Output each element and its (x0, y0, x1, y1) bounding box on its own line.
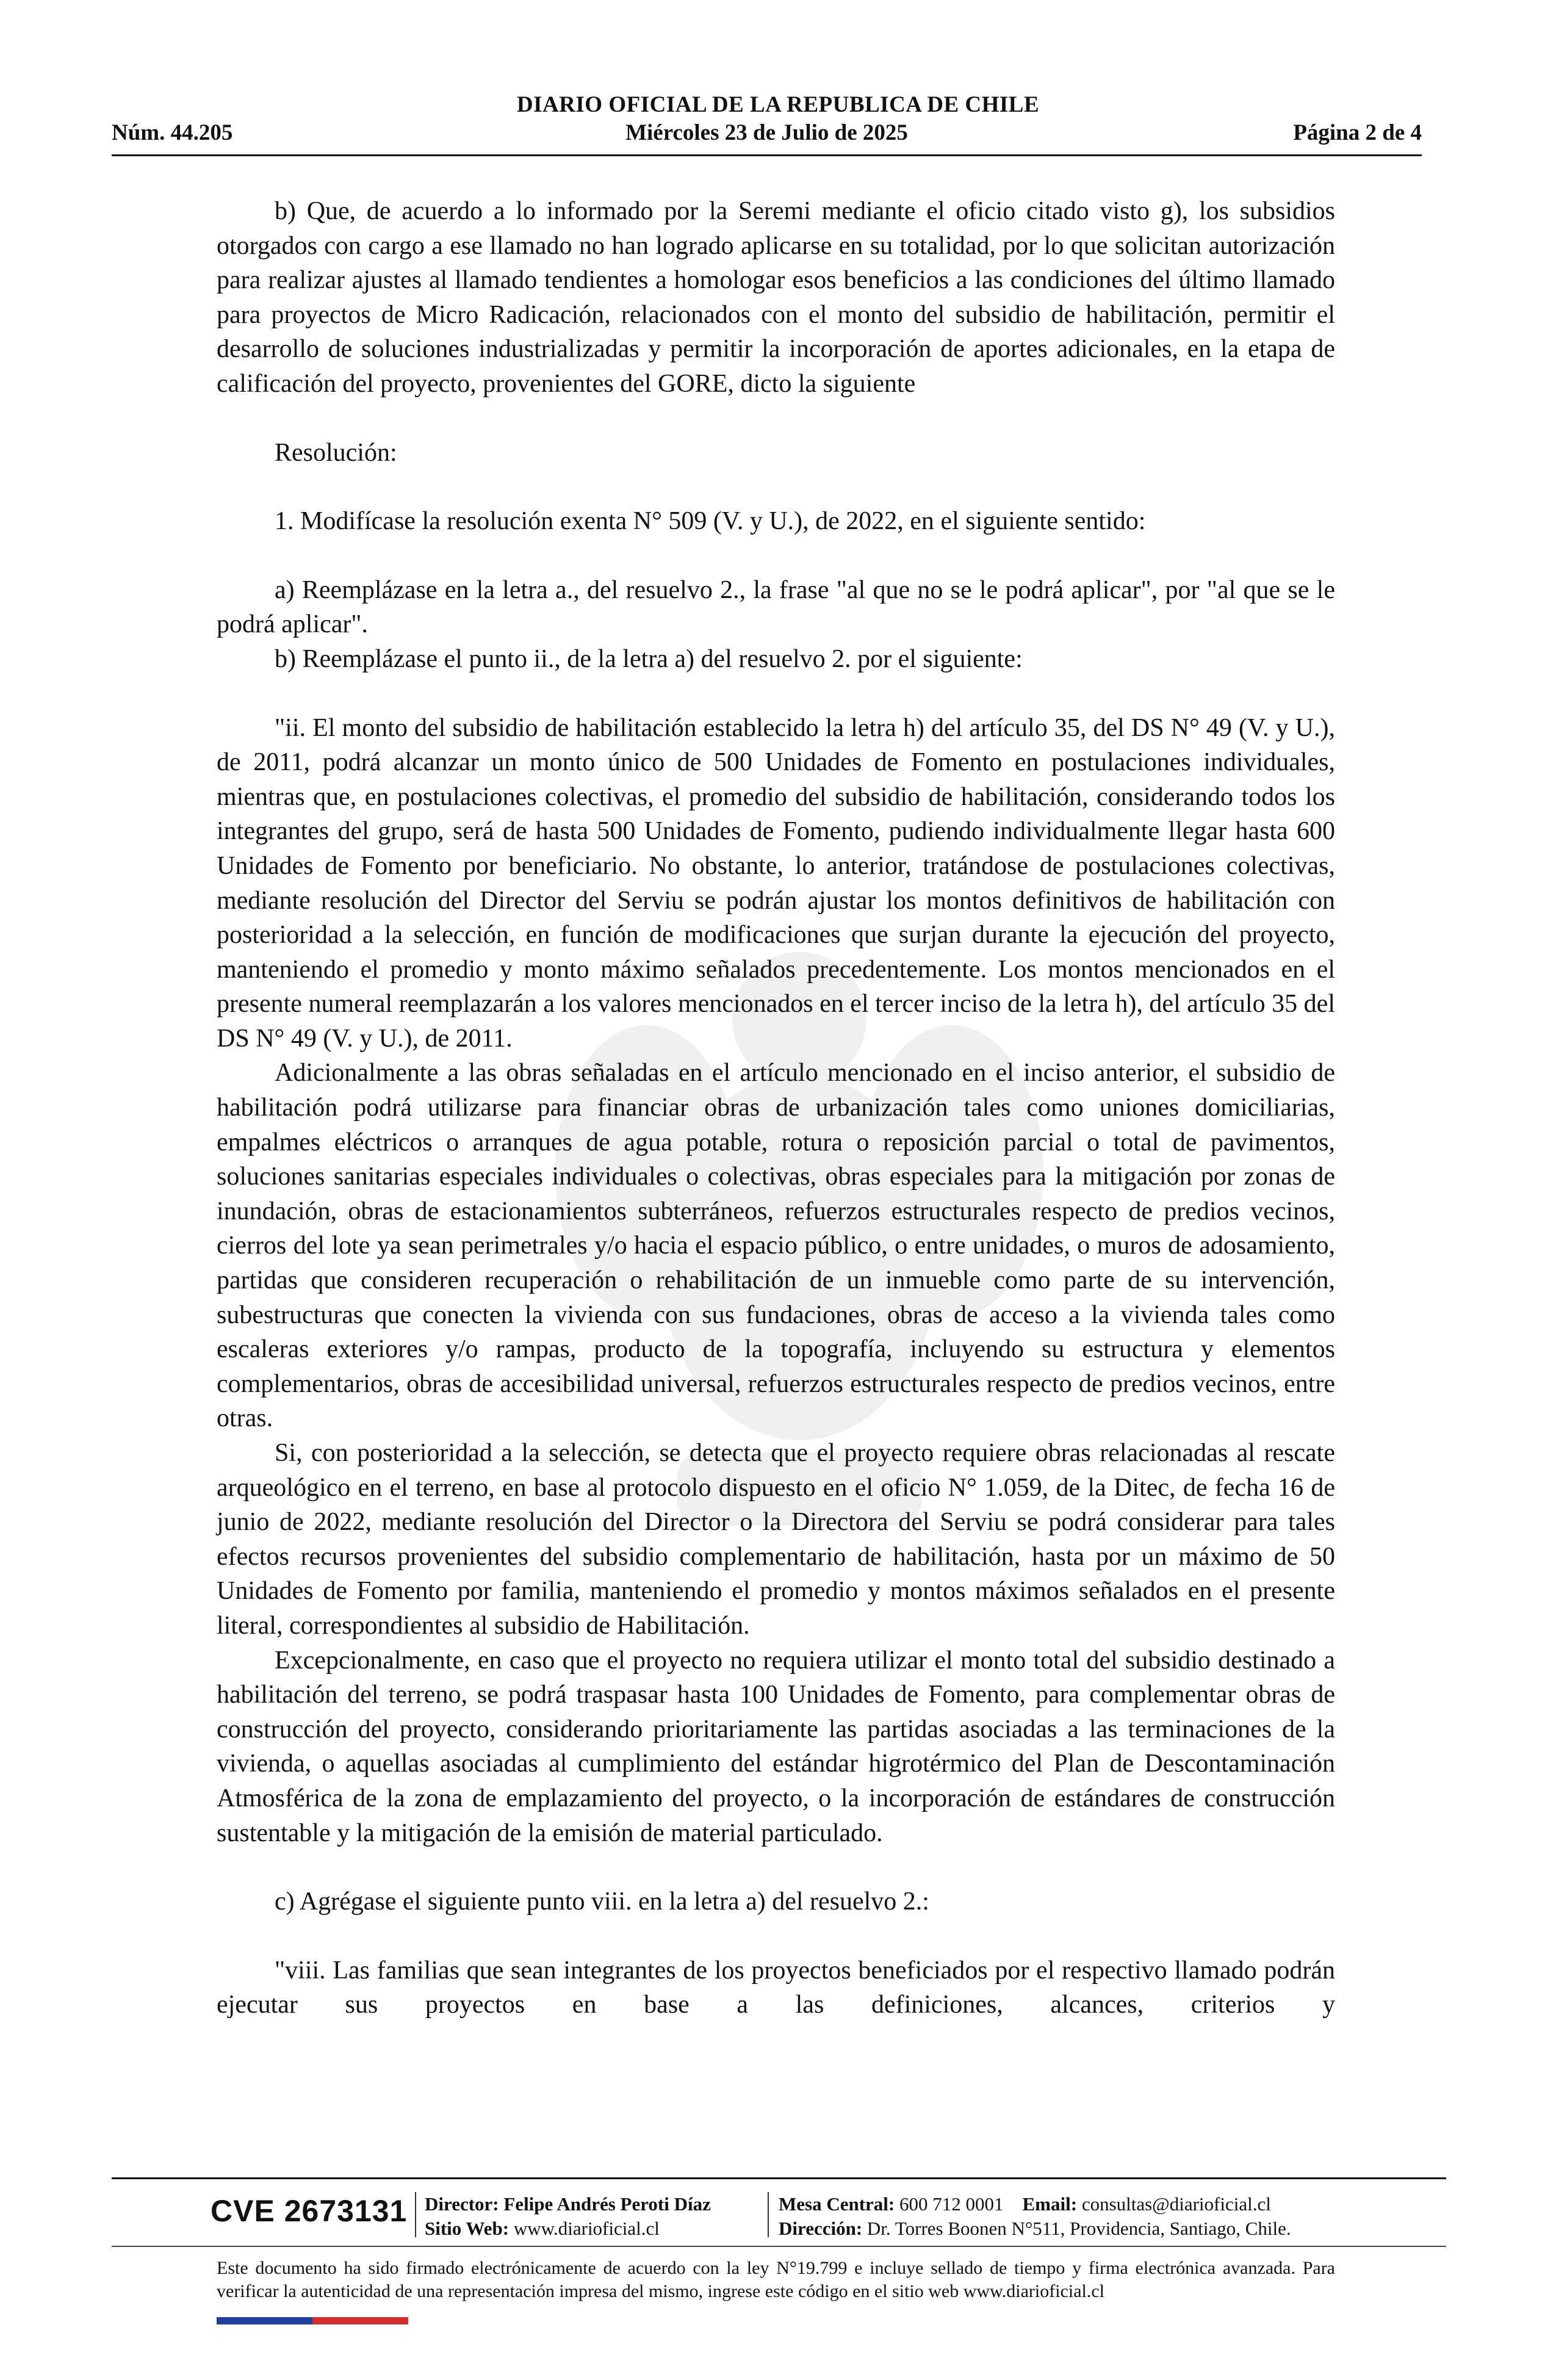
website-link[interactable]: www.diarioficial.cl (513, 2218, 660, 2239)
paragraph-letter-a: a) Reemplázase en la letra a., del resuelvo 2., la frase "al que no se le podrá aplicar", por "al que se le podrá aplicar". (217, 575, 1335, 639)
newspaper-title: DIARIO OFICIAL DE LA REPUBLICA DE CHILE (516, 92, 1040, 117)
paragraph-letter-c: c) Agrégase el siguiente punto viii. en la letra a) del resuelvo 2.: (275, 1888, 929, 1916)
paragraph-resolution-1: 1. Modifícase la resolución exenta N° 509 (V. y U.), de 2022, en el siguiente sentido: (275, 507, 1146, 536)
contact-line: Mesa Central: 600 712 0001 Email: consultas@diarioficial.cl (779, 2193, 1271, 2215)
paragraph-considerando-b: b) Que, de acuerdo a lo informado por la Seremi mediante el oficio citado visto g), los subsidios otorgados con cargo a ese llamado no han logrado aplicarse en su totalidad, por lo que solicitan autorización para realizar ajustes al llamado tendientes a homologar esos beneficios a las condiciones del último llamado para proyectos de Micro Radicación, relacionados con el monto del subsidio de habilitación, permitir el desarrollo de soluciones industrializadas y permitir la incorporación de aportes adicionales, en la etapa de calificación del proyecto, provenientes del GORE, dicto la siguiente (217, 197, 1335, 398)
electronic-signature-notice: Este documento ha sido firmado electrónicamente de acuerdo con la ley N°19.799 e incluye sellado de tiempo y firma electrónica avanzada. Para verificar la autenticidad de una representación impresa del mismo, ingrese este código en el sitio web www.diarioficial.cl (217, 2258, 1335, 2301)
resolution-heading: Resolución: (275, 438, 397, 467)
document-body (217, 194, 1335, 2022)
director-line: Director: Felipe Andrés Peroti Díaz (425, 2193, 711, 2215)
director-name: Felipe Andrés Peroti Díaz (503, 2193, 711, 2215)
footer-director-block (425, 2192, 711, 2241)
flag-color-bar (217, 2317, 408, 2324)
issue-number: Núm. 44.205 (112, 120, 233, 145)
website-line: Sitio Web: www.diarioficial.cl (425, 2218, 660, 2239)
paragraph-point-viii: "viii. Las familias que sean integrantes de los proyectos beneficiados por el respectivo llamado podrán ejecutar sus proyectos en base a las definiciones, alcances, criterios y (217, 1956, 1335, 2019)
cve-code: CVE 2673131 (211, 2194, 408, 2228)
page-number: Página 2 de 4 (1293, 120, 1422, 145)
footer-separator (768, 2192, 769, 2237)
email-link[interactable]: consultas@diarioficial.cl (1081, 2193, 1271, 2215)
footer-divider-mid (112, 2246, 1446, 2247)
footer-divider-top (112, 2177, 1446, 2179)
paragraph-exceptionally: Excepcionalmente, en caso que el proyecto no requiera utilizar el monto total del subsidio destinado a habilitación del terreno, se podrá traspasar hasta 100 Unidades de Fomento, para complementar obras de construcción del proyecto, considerando prioritariamente las partidas asociadas a las terminaciones de la vivienda, o aquellas asociadas al cumplimiento del estándar higrotérmico del Plan de Descontaminación Atmosférica de la zona de emplazamiento del proyecto, o la incorporación de estándares de construcción sustentable y la mitigación de la emisión de material particulado. (217, 1646, 1335, 1847)
paragraph-additional-works: Adicionalmente a las obras señaladas en el artículo mencionado en el inciso anterior, el subsidio de habilitación podrá utilizarse para financiar obras de urbanización tales como uniones domiciliarias, empalmes eléctricos o arranques de agua potable, rotura o reposición parcial o total de pavimentos, soluciones sanitarias especiales individuales o colectivas, obras especiales para la mitigación por zonas de inundación, obras de estacionamientos subterráneos, refuerzos estructurales respecto de predios vecinos, cierros del lote ya sean perimetrales y/o hacia el espacio público, o entre unidades, o muros de adosamiento, partidas que consideren recuperación o rehabilitación de un inmueble como parte de su intervención, subestructuras que conecten la vivienda con sus fundaciones, obras de acceso a la vivienda tales como escaleras exteriores y/o rampas, producto de la topografía, incluyendo su estructura y elementos complementarios, obras de accesibilidad universal, refuerzos estructurales respecto de predios vecinos, entre otras. (217, 1059, 1335, 1433)
address-value: Dr. Torres Boonen N°511, Providencia, Santiago, Chile. (866, 2218, 1291, 2239)
flag-red-segment (312, 2317, 408, 2324)
paragraph-archaeological-rescue: Si, con posterioridad a la selección, se detecta que el proyecto requiere obras relacionadas al rescate arqueológico en el terreno, en base al protocolo dispuesto en el oficio N° 1.059, de la Ditec, de fecha 16 de junio de 2022, mediante resolución del Director o la Directora del Serviu se podrá considerar para tales efectos recursos provenientes del subsidio complementario de habilitación, hasta por un máximo de 50 Unidades de Fomento por familia, manteniendo el promedio y montos máximos señalados en el presente literal, correspondientes al subsidio de Habilitación. (217, 1439, 1335, 1640)
header-divider (112, 154, 1422, 156)
address-line: Dirección: Dr. Torres Boonen N°511, Providencia, Santiago, Chile. (779, 2218, 1291, 2239)
paragraph-letter-b: b) Reemplázase el punto ii., de la letra a) del resuelvo 2. por el siguiente: (275, 644, 1023, 673)
paragraph-point-ii: "ii. El monto del subsidio de habilitación establecido la letra h) del artículo 35, del DS N° 49 (V. y U.), de 2011, podrá alcanzar un monto único de 500 Unidades de Fomento en postulaciones individuales, mientras que, en postulaciones colectivas, el promedio del subsidio de habilitación, considerando todos los integrantes del grupo, será de hasta 500 Unidades de Fomento, pudiendo individualmente llegar hasta 600 Unidades de Fomento por beneficiario. No obstante, lo anterior, tratándose de postulaciones colectivas, mediante resolución del Director del Serviu se podrán ajustar los montos definitivos de habilitación con posterioridad a la selección, en función de modificaciones que surjan durante la ejecución del proyecto, manteniendo el promedio y monto máximo señalados precedentemente. Los montos mencionados en el presente numeral reemplazarán a los valores mencionados en el tercer inciso de la letra h), del artículo 35 del DS N° 49 (V. y U.), de 2011. (217, 713, 1335, 1053)
footer-separator (415, 2192, 416, 2237)
issue-date: Miércoles 23 de Julio de 2025 (625, 120, 908, 145)
flag-blue-segment (217, 2317, 312, 2324)
phone-number: 600 712 0001 (899, 2193, 1004, 2215)
footer-contact-block (779, 2192, 1291, 2241)
